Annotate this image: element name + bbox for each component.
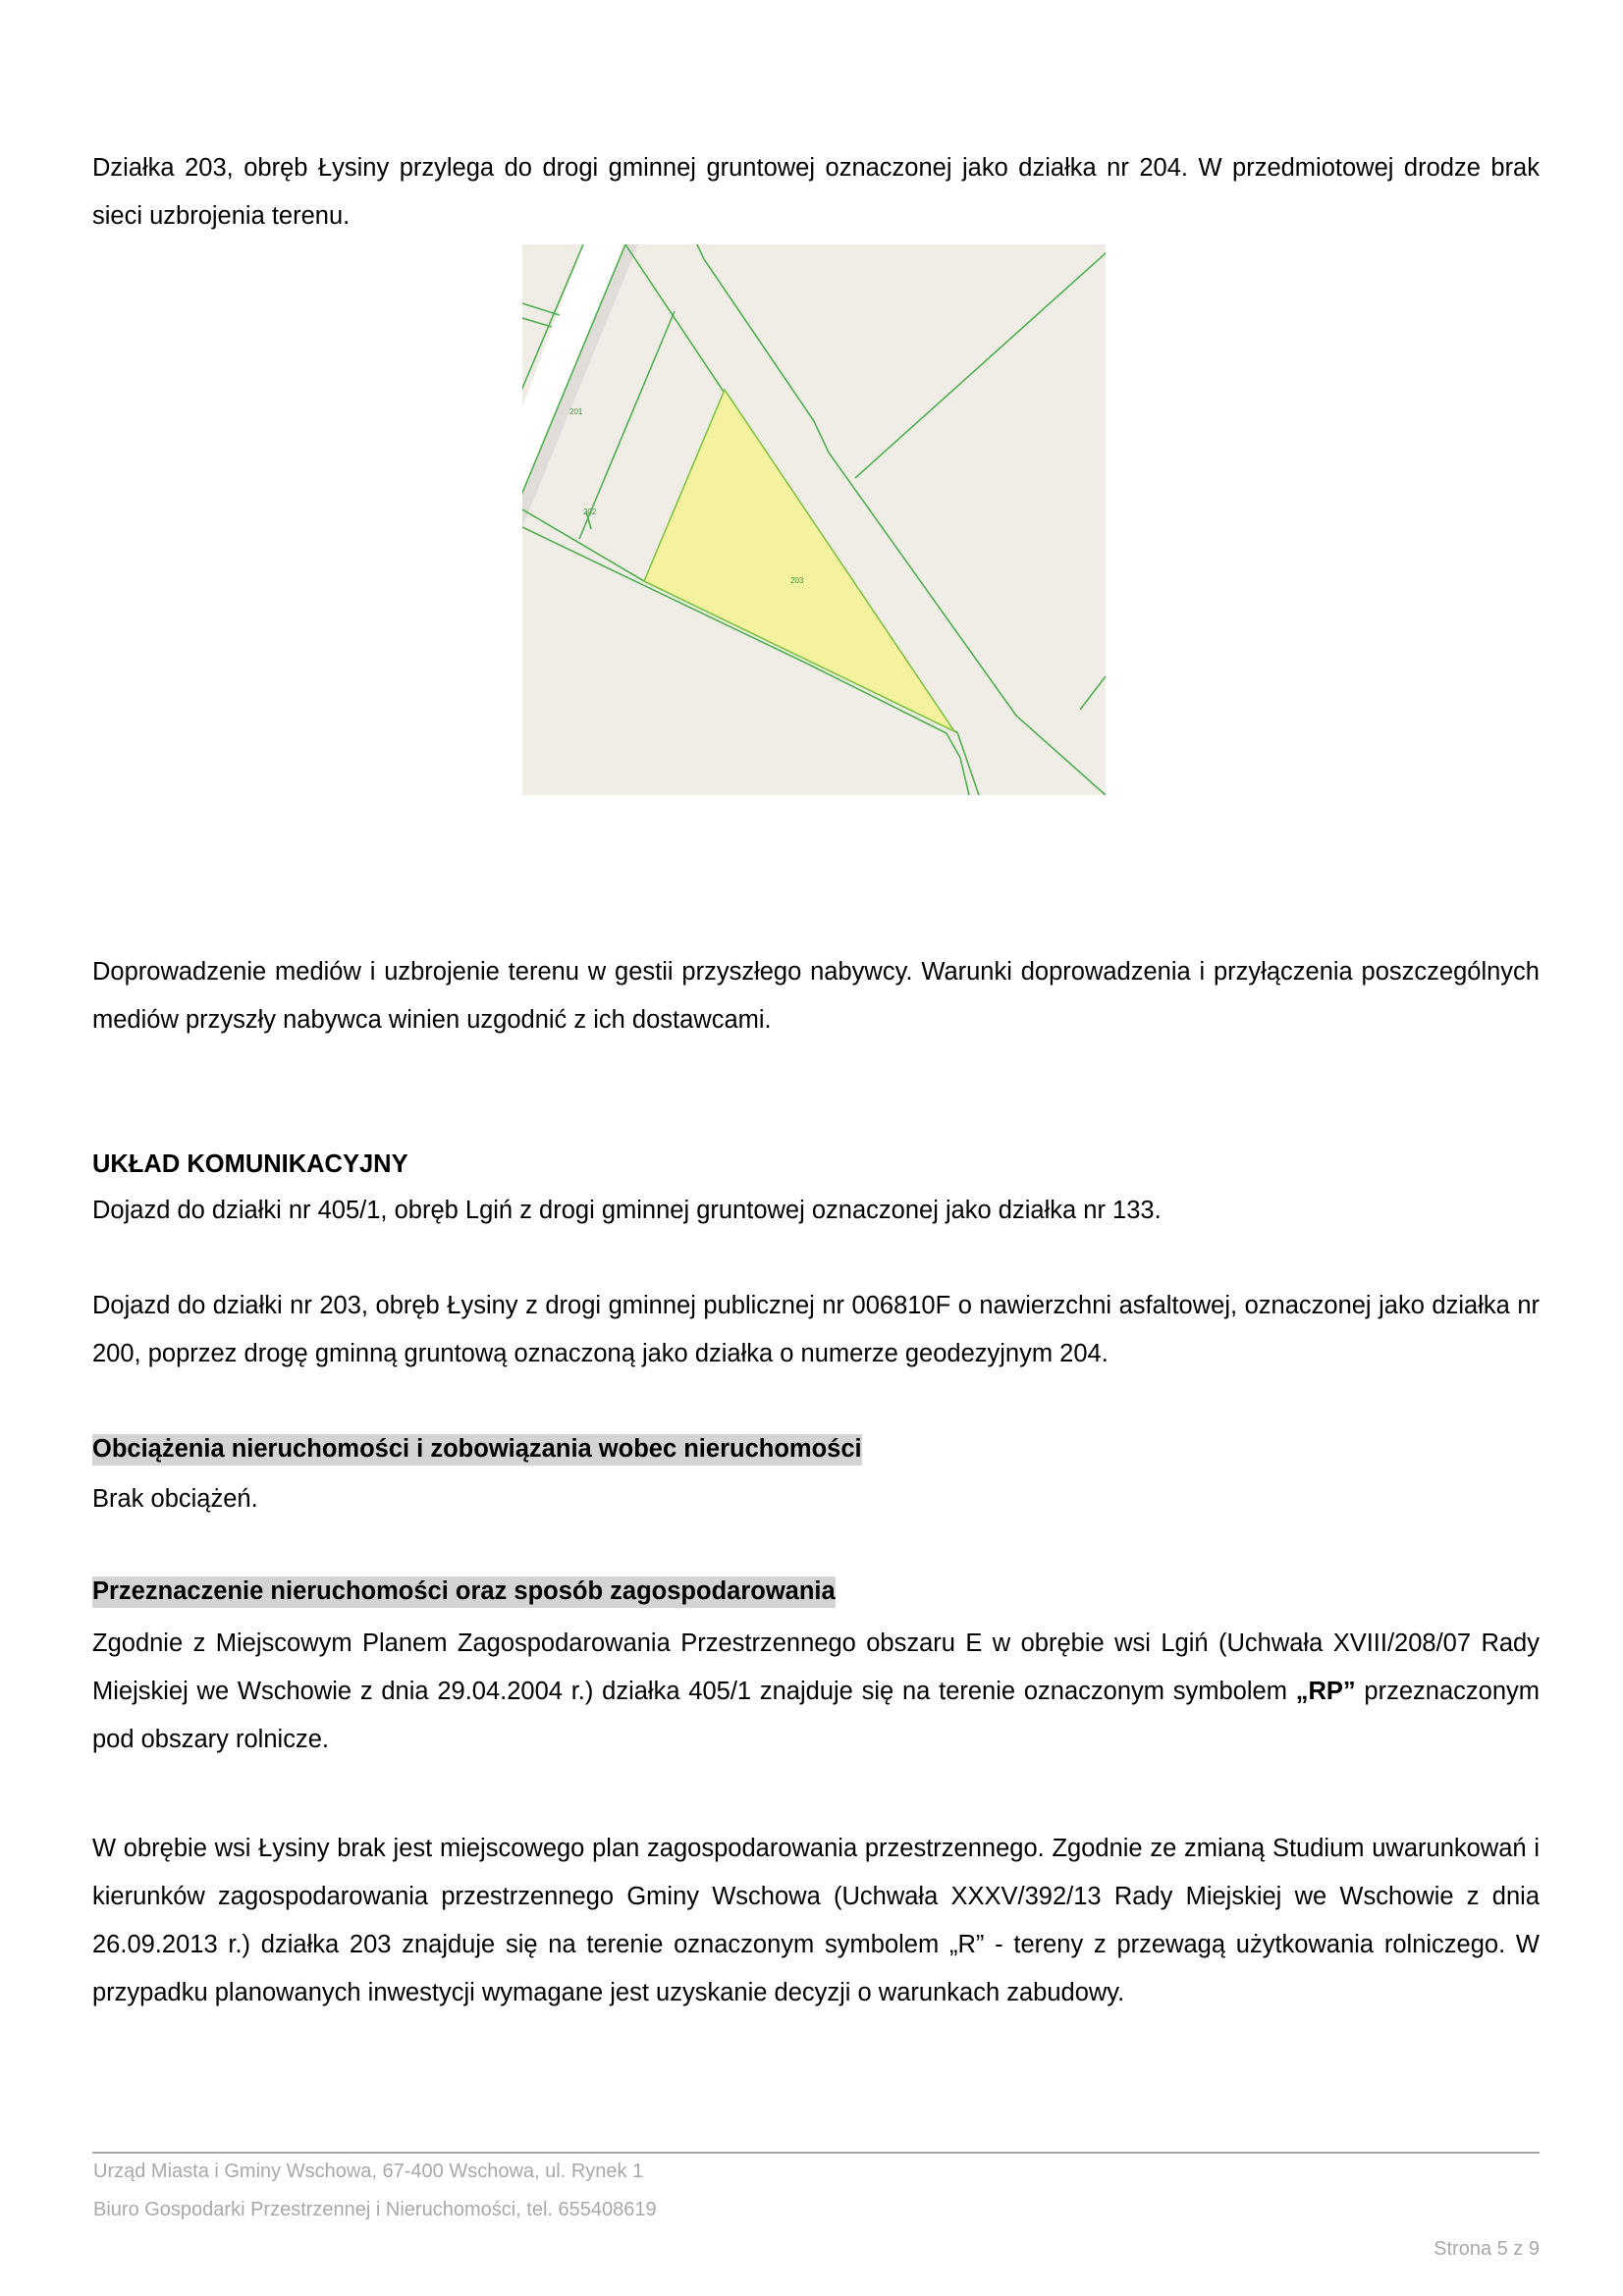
parcel-label-203: 203: [790, 576, 804, 585]
footer-office: Biuro Gospodarki Przestrzennej i Nieruchomości, tel. 655408619: [93, 2199, 657, 2220]
page-number: Strona 5 z 9: [1434, 2238, 1540, 2260]
zoning-text-after: przeznaczonym pod obszary rolnicze.: [92, 1678, 1540, 1753]
boundary-line: [957, 732, 979, 795]
boundary-line: [855, 252, 1106, 478]
heading-encumbrances-text: Obciążenia nieruchomości i zobowiązania wobec nieruchomości: [92, 1434, 862, 1466]
zoning-symbol-rp: „RP”: [1295, 1678, 1356, 1705]
boundary-line: [1080, 676, 1106, 710]
footer-divider: [92, 2152, 1540, 2154]
boundary-line: [522, 318, 552, 327]
heading-purpose-text: Przeznaczenie nieruchomości oraz sposób zagospodarowania: [92, 1576, 836, 1608]
paragraph-zoning-405-1: [92, 1620, 1540, 1764]
paragraph-plot-203-access: Działka 203, obręb Łysiny przylega do drogi gminnej gruntowej oznaczonej jako działka nr 204. W przedmiotowej drodze brak sieci uzbrojenia terenu.: [92, 154, 1540, 230]
heading-purpose: [92, 1575, 836, 1607]
heading-traffic-layout: UKŁAD KOMUNIKACYJNY: [92, 1150, 408, 1178]
parcel-label-202: 202: [583, 507, 597, 516]
paragraph-access-203: Dojazd do działki nr 203, obręb Łysiny z drogi gminnej publicznej nr 006810F o nawierzchni asfaltowej, oznaczonej jako działka nr 200, poprzez drogę gminną gruntową oznaczoną jako działka o numerze geodezyjnym 204.: [92, 1292, 1540, 1367]
paragraph-utilities: Doprowadzenie mediów i uzbrojenie terenu w gestii przyszłego nabywcy. Warunki doprowadzenia i przyłączenia poszczególnych mediów przyszły nabywca winien uzgodnić z ich dostawcami.: [92, 958, 1540, 1034]
heading-encumbrances: [92, 1433, 862, 1465]
parcel-label-201: 201: [569, 407, 583, 416]
paragraph-access-405-1: Dojazd do działki nr 405/1, obręb Lgiń z drogi gminnej gruntowej oznaczonej jako działka nr 133.: [92, 1197, 1162, 1224]
zoning-text-before: Zgodnie z Miejscowym Planem Zagospodarowania Przestrzennego obszaru E w obrębie wsi Lgiń (Uchwała XVIII/208/07 Rady Miejskiej we Wschowie z dnia 29.04.2004 r.) działka 405/1 znajduje się na terenie oznaczonym symbolem: [92, 1629, 1540, 1705]
cadastral-map: [522, 244, 1106, 795]
footer-address: Urząd Miasta i Gminy Wschowa, 67-400 Wschowa, ul. Rynek 1: [93, 2161, 644, 2182]
parcel-boundaries: [522, 244, 1106, 795]
plot-203-highlight: [644, 390, 954, 731]
boundary-line: [522, 303, 560, 315]
paragraph-zoning-203: W obrębie wsi Łysiny brak jest miejscowego plan zagospodarowania przestrzennego. Zgodnie ze zmianą Studium uwarunkowań i kierunków zagospodarowania przestrzennego Gminy Wschowa (Uchwała XXXV/392/13 Rady Miejskiej we Wschowie z dnia 26.09.2013 r.) działka 203 znajduje się na terenie oznaczonym symbolem „R” - tereny z przewagą użytkowania rolniczego. W przypadku planowanych inwestycji wymagane jest uzyskanie decyzji o warunkach zabudowy.: [92, 1835, 1540, 2006]
cadastral-map-svg: [522, 244, 1106, 795]
paragraph-no-encumbrances: Brak obciążeń.: [92, 1485, 258, 1513]
